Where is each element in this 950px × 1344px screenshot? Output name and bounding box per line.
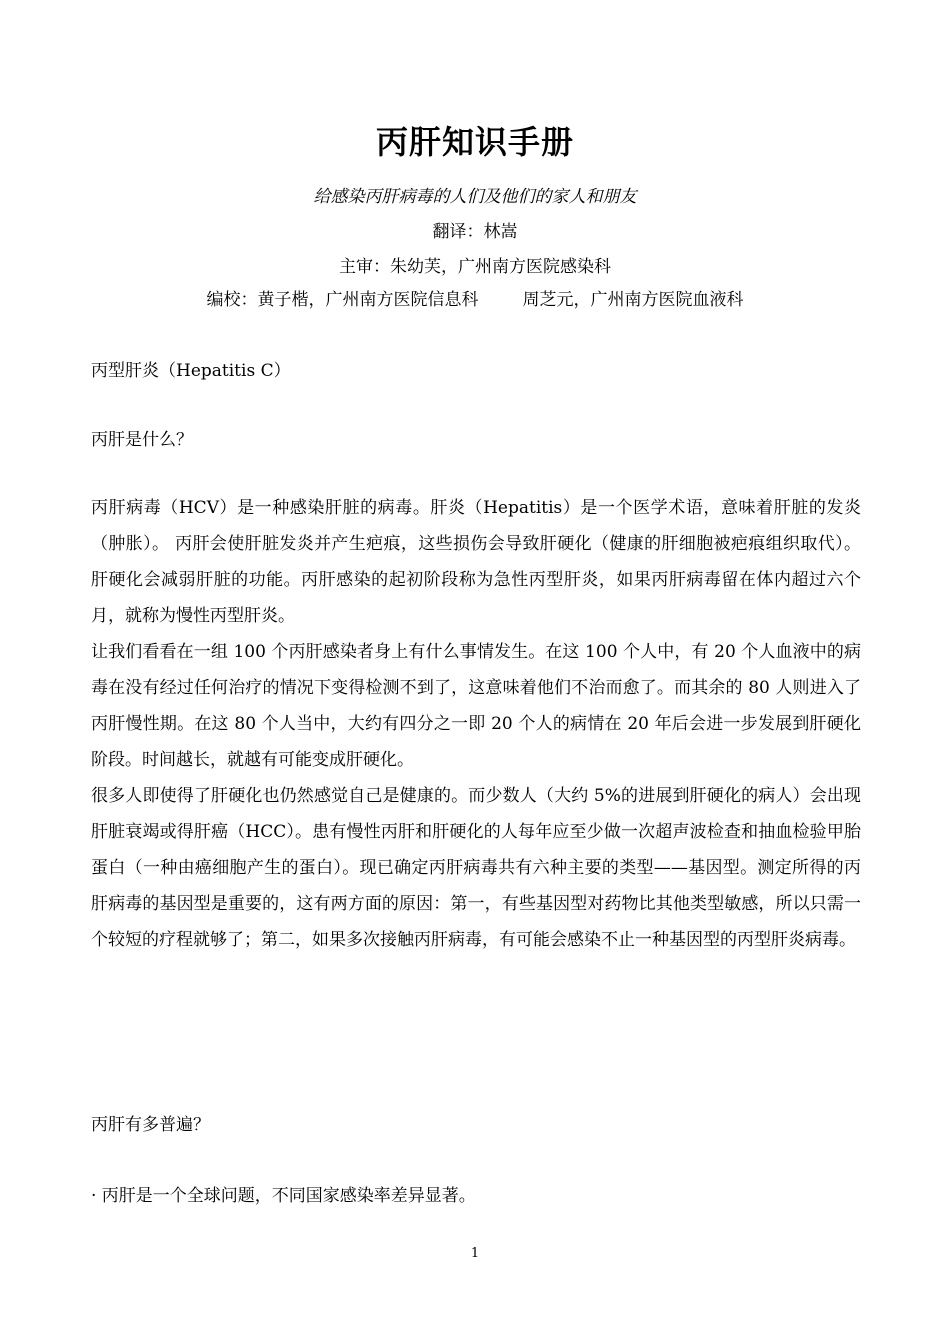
translator-credit: 翻译：林嵩 [432, 222, 518, 242]
section-heading-hepatitis-c: 丙型肝炎（Hepatitis C） [91, 361, 291, 381]
section-heading-what-is: 丙肝是什么？ [91, 430, 193, 450]
body-paragraph: 让我们看看在一组 100 个丙肝感染者身上有什么事情发生。在这 100 个人中，有 20 个人血液中的病毒在没有经过任何治疗的情况下变得检测不到了，这意味着他们不治而愈了。而其余的 80 人则进入了丙肝慢性期。在这 80 个人当中，大约有四分之一即 20 个人的病情在 20 年后会进一步发展到肝硬化阶段。时间越长，就越有可能变成肝硬化。 [91, 642, 861, 770]
editor-credit-1: 编校：黄子楷，广州南方医院信息科 [206, 290, 479, 310]
subtitle: 给感染丙肝病毒的人们及他们的家人和朋友 [313, 187, 637, 207]
editors-credit [0, 287, 950, 313]
reviewer-credit: 主审：朱幼芙，广州南方医院感染科 [339, 257, 611, 277]
bullet-item: · 丙肝是一个全球问题，不同国家感染率差异显著。 [91, 1186, 476, 1206]
body-text [91, 490, 861, 958]
editor-credit-2: 周芝元，广州南方医院血液科 [522, 290, 744, 310]
page-number: 1 [470, 1246, 480, 1261]
page-title: 丙肝知识手册 [375, 123, 574, 161]
body-paragraph: 很多人即使得了肝硬化也仍然感觉自己是健康的。而少数人（大约 5%的进展到肝硬化的病人）会出现肝脏衰竭或得肝癌（HCC）。患有慢性丙肝和肝硬化的人每年应至少做一次超声波检查和抽血检验甲胎蛋白（一种由癌细胞产生的蛋白）。现已确定丙肝病毒共有六种主要的类型——基因型。测定所得的丙肝病毒的基因型是重要的，这有两方面的原因：第一，有些基因型对药物比其他类型敏感，所以只需一个较短的疗程就够了；第二，如果多次接触丙肝病毒，有可能会感染不止一种基因型的丙型肝炎病毒。 [91, 786, 861, 950]
body-paragraph: 丙肝病毒（HCV）是一种感染肝脏的病毒。肝炎（Hepatitis）是一个医学术语，意味着肝脏的发炎（肿胀）。 丙肝会使肝脏发炎并产生疤痕，这些损伤会导致肝硬化（健康的肝细胞被疤痕组织取代）。肝硬化会减弱肝脏的功能。丙肝感染的起初阶段称为急性丙型肝炎，如果丙肝病毒留在体内超过六个月，就称为慢性丙型肝炎。 [91, 498, 861, 626]
section-heading-prevalence: 丙肝有多普遍？ [91, 1115, 210, 1135]
